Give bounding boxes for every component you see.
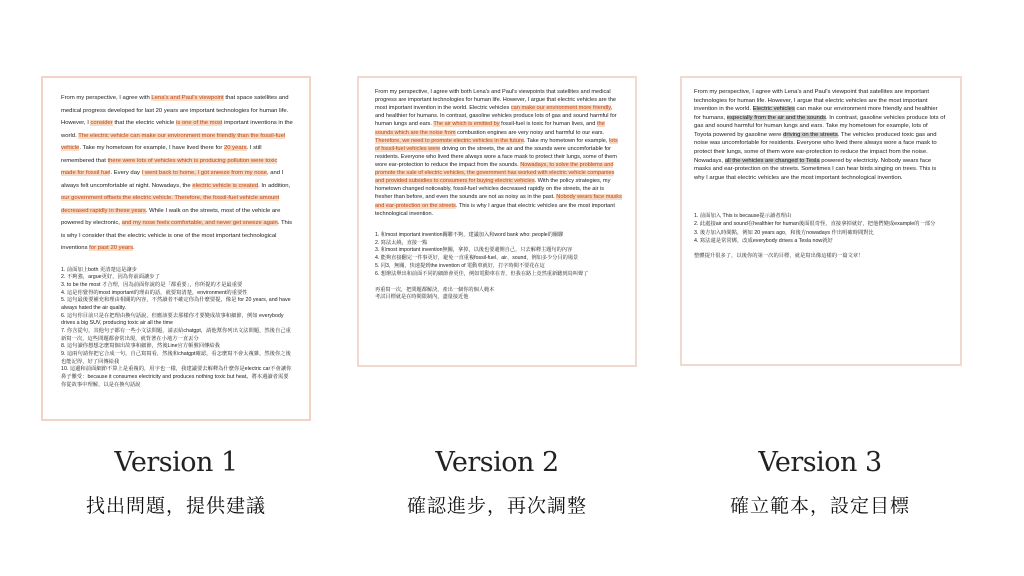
essay-text: . Every day [110, 170, 142, 177]
essay-text: , and healthier for humans. In contrast, gasoline vehicles produce lots of gas and sound harmful for human lungs and ears. [375, 105, 617, 128]
highlighted-phrase: the sounds which are the noise from [375, 121, 605, 136]
feedback-note: 6. 想辦法舉出和前面不同的細節會更佳，例如電動車在青，但我在路上竟然重新聽到鳥叫聲了 [375, 270, 589, 277]
essay-text: . Take my hometown for example, I have lived there for [79, 145, 224, 152]
feedback-notes [375, 232, 623, 279]
highlighted-phrase: I went back to home, I got sneeze from my nose [141, 170, 267, 177]
feedback-note: 3. 後方加入時間點，例如 20 years ago，和後方nowadays 作出明確時間對比 [694, 229, 874, 236]
feedback-note: 3. to be the most 才合理，因為前面你說的是「都重要」，你所提的才是最重要 [61, 282, 243, 289]
highlighted-phrase: for past 20 years [89, 245, 134, 252]
essay-paragraph [61, 92, 293, 255]
essay-text: . [133, 245, 135, 252]
highlighted-phrase: is one of the most [175, 120, 223, 127]
highlighted-phrase: Therefore, we need to promote electric vehicles in the future [375, 137, 524, 144]
highlighted-phrase: electric vehicle is created [192, 182, 259, 189]
essay-text: . I still remembered that [61, 145, 262, 164]
highlighted-phrase: The electric vehicle can make our environment more friendly than the fossil-fuel vehicle [61, 132, 286, 152]
feedback-note: 2. 此處接air and sound在healthier for human後面很奇怪，直接拿掉就好，把他們變成example的一部分 [694, 221, 936, 228]
essay-paragraph [694, 88, 946, 182]
highlighted-phrase: 20 years [223, 145, 247, 152]
version-1-subtitle: 找出問題，提供建議 [85, 495, 266, 517]
essay-text: that the electric vehicle [112, 120, 176, 127]
highlighted-phrase: all the vehicles are changed to Tesla [724, 157, 820, 164]
version-2-document [357, 76, 637, 367]
feedback-note: 8. 這句讀你想想怎麼寫個出故事和細節，然後Line官方帳號回傳給我 [61, 343, 220, 350]
closing-comment: 再重寫一次，把問題都解決，產出一個你的個人範本 考試目標就是在時間限制內，盡量接近他 [375, 286, 495, 301]
feedback-note: 1. 前面加入 This is because提示讀者理由 [694, 213, 792, 220]
highlighted-phrase: and my nose feels comfortable, and never get sneeze again [121, 220, 278, 227]
essay-text: . This is why I consider that the electric vehicle is one of the most important technological inventions [61, 220, 293, 252]
essay-text: From my perspective, I agree with Lena's and Paul's viewpoint that satellites are important technologies for human life. However, I argue that electric vehicles are the most important invention in the world. [694, 89, 930, 113]
essay-text: . In contrast, gasoline vehicles produce lots of gas and sound harmful for human lungs and ears. Take my hometown for example, lots of Toyota powered by gasoline were [694, 114, 946, 138]
essay-text: . While I walk on the streets, most of the vehicle are powered by electronic, [61, 207, 281, 227]
feedback-note: 4. 能夠直接翻完一件事更好，避免一直重複fossil-fuel、air、sound，例如多少分目的場景 [375, 255, 579, 262]
highlighted-phrase: Nobody wears face masks and ear-protection on the streets [375, 194, 622, 209]
essay-text: From my perspective, I agree with [61, 95, 152, 101]
highlighted-phrase: there were lots of vehicles which is producing pollution were toxic made for fossil fuel [61, 157, 278, 177]
essay-text: . With the policy strategies, my hometown changed noticeably, fossil-fuel vehicles decreased rapidly on the streets, the air is fresher than before, and even the sounds are not as noisy as in the past. [375, 178, 611, 201]
essay-text: . The vehicles produced toxic gas and noise was uncomfortable for residents. Everyone who lived there always wore a face mask to protect their lungs, some of them wore ear-protection to reduce the impact from the noise. Nowadays, [694, 131, 937, 164]
feedback-note: 10. 這邊和前面細節不算上是重複的，用字也一樣，我建議要去解釋為什麼你是electric car不會讓你鼻子難受：because it consumes electricity and produces nothing toxic but heat。將本週讀者需要你從故事中理解，以是在換句話說 [61, 366, 292, 388]
highlighted-phrase: especially from the air and the sounds [726, 114, 826, 121]
essay-text: can make our environment more friendly and healthier for humans, [694, 106, 938, 121]
highlighted-phrase: The air which is emitted by [433, 121, 500, 128]
version-3-title: Version 3 [758, 447, 882, 478]
essay-text: driving on the streets, the air and the sounds were uncomfortable for residents. Everyone who lived there always wore a face mask to protect their lungs, some of them wore ear-protection to reduce the impact from the sounds. [375, 145, 617, 168]
essay-text: . In addition, [258, 182, 291, 189]
feedback-note: 1. 前面加上both 更清楚這是讓步 [61, 266, 137, 273]
version-1-title: Version 1 [114, 447, 238, 478]
feedback-note: 2. 寫法太繞，直接一點 [375, 239, 428, 246]
feedback-note: 7. 你含從句，其他句子都有一些小文法問題，請丟給chatgpt，請他幫你列出文法問題，然後自己重新寫一次，這些問題都會常出現，就背著在小地方一直丟分 [61, 328, 291, 342]
highlighted-phrase: can make our environment more friendly [510, 105, 611, 112]
essay-text: powered by electricity. Nobody wears face masks and ear-protection on the streets. Sometimes I can hear birds singing on trees. This is why I argue that electric vehicles are the most important technological invention. [694, 157, 937, 181]
feedback-note: 4. 這是你覺得的most important的理由的話，就要寫清楚，environment的重要性 [61, 289, 248, 296]
feedback-note: 5. 同3，無關，快速提到the invention of 電動車就好，打字時間不要花在這 [375, 262, 545, 269]
essay-text: . Take my hometown for example, [523, 137, 610, 144]
feedback-note: 9. 這兩句請你把它合成一句，自己寫寫看，然後和chatgpt確認，看怎麼寫不會太複雜，然後你之後也能記得，好了回傳給我 [61, 351, 291, 365]
feedback-note: 4. 寫法還是常常綁，改成everybody drives a Tesla now就好 [694, 237, 833, 244]
highlighted-phrase: lots of fossil-fuel vehicles were [375, 137, 618, 152]
feedback-notes [694, 212, 946, 245]
version-3-document [680, 76, 962, 366]
highlighted-phrase: Electric vehicles [752, 106, 795, 113]
version-3-subtitle: 確立範本，設定目標 [729, 495, 910, 517]
feedback-note: 5. 這句最後要補充和理由相關的內容，不然讀者不確定你為什麼要提，像是 for 20 years, and have always hated the air quality. [61, 297, 291, 312]
essay-text: important inventions in the world. [61, 120, 293, 139]
feedback-note: 2. 不夠強，argue更好，因為你前面讓步了 [61, 274, 160, 281]
essay-paragraph [375, 88, 623, 218]
highlighted-phrase: consider [90, 120, 113, 127]
feedback-note: 1. 和most important invention關聯不夠，建議加入和word bank who: people的關聯 [375, 231, 564, 238]
version-2-title: Version 2 [435, 447, 559, 478]
highlighted-phrase: Lena's and Paul's viewpoint [151, 95, 224, 101]
version-2-subtitle: 確認進步，再次調整 [406, 495, 587, 517]
feedback-note: 6. 這句你目前只是在把理由換句話說，但應該要去那樣你才要變成故事和細節，例如 everybody drives a big SUV, producing toxic air all the time [61, 312, 284, 327]
essay-text: , and I always felt uncomfortable at night. Nowadays, the [61, 170, 284, 189]
closing-comment: 整體提升很多了，以後你的第一次的目標，就是寫出像這樣的一篇文章！ [694, 253, 864, 259]
essay-text: that space satellites and medical progress developed for last 20 years are important technologies for human life. However, I [61, 95, 289, 127]
essay-text: From my perspective, I agree with both Lena's and Paul's viewpoints that satellites and medical progress are important technologies for human life. However, I argue that electric vehicles are the most important invention in the world. Electric vehicles [375, 89, 616, 112]
feedback-note: 3. 和most important invention無關，拿掉，以後也要避開自己，只去解釋主題句的內容 [375, 247, 573, 254]
highlighted-phrase: Nowadays, to solve the problems and promote the sale of electric vehicles, the government has worked with electric vehicle companies and provided subsidies to consumers for buying electric vehicles [375, 161, 615, 185]
essay-text: fossil-fuel is toxic for human lives, and [499, 121, 597, 128]
version-1-document [41, 76, 311, 421]
highlighted-phrase: our government offsets the electric vehicle. Therefore, the fossil-fuel vehicle amount decreased rapidly in these years [61, 195, 280, 214]
highlighted-phrase: driving on the streets [783, 131, 838, 138]
essay-text: . This is why I argue that electric vehicles are the most important technological invention. [375, 202, 615, 217]
essay-text: combustion engines are very noisy and harmful to our ears. [455, 129, 605, 136]
feedback-notes [61, 267, 293, 390]
